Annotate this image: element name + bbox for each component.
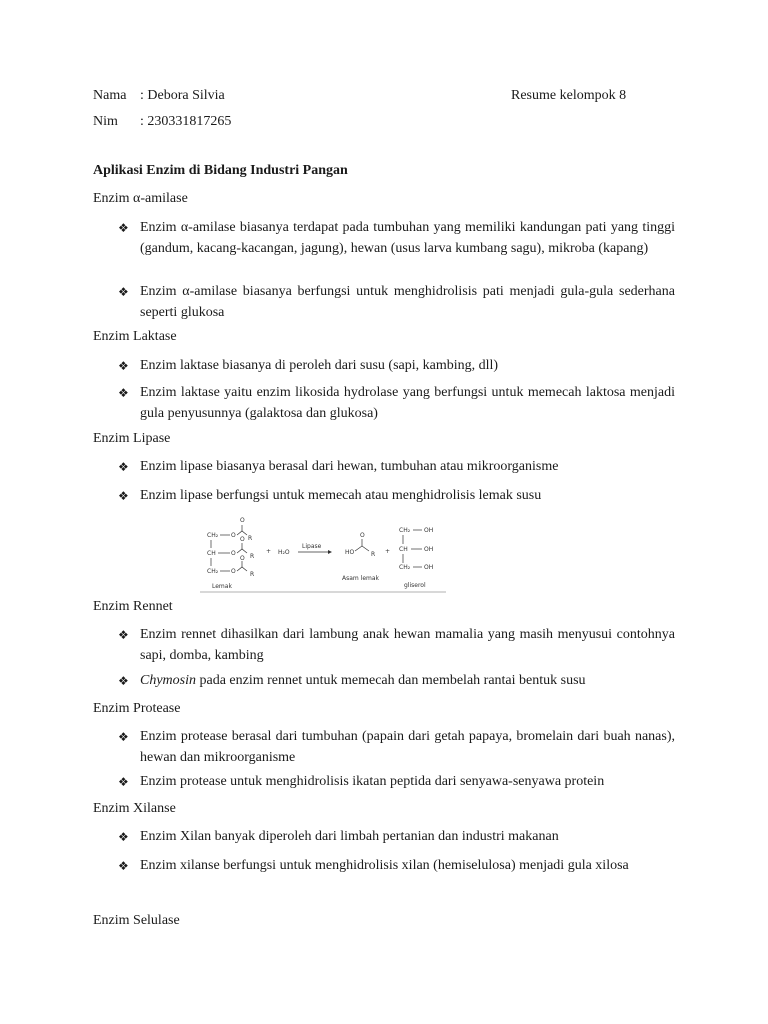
bullet-icon: ❖: [118, 775, 129, 789]
nim-value: : 230331817265: [140, 114, 232, 129]
glycerol-ch2-top: CH₂: [399, 527, 411, 534]
amilase-bullet-1: Enzim α-amilase biasanya terdapat pada tumbuhan yang memiliki kandungan pati yang tinggi (gandum, kacang-kacangan, jagung), hewan (usus larva kumbang sagu), mikroba (kapang): [140, 220, 675, 256]
lipase-bullet-1: Enzim lipase biasanya berasal dari hewan, tumbuhan atau mikroorganisme: [140, 459, 559, 474]
bullet-icon: ❖: [118, 628, 129, 642]
acid-carbonyl-o: O: [360, 532, 365, 539]
rennet-bullet-2-text: pada enzim rennet untuk memecah dan membelah rantai bentuk susu: [199, 673, 586, 688]
xilanse-bullet-2: Enzim xilanse berfungsi untuk menghidrolisis xilan (hemiselulosa) menjadi gula xilosa: [140, 858, 629, 873]
section-heading-amilase: Enzim α-amilase: [93, 191, 188, 206]
xilanse-bullet-1: Enzim Xilan banyak diperoleh dari limbah pertanian dan industri makanan: [140, 829, 559, 844]
bullet-icon: ❖: [118, 674, 129, 688]
plus-sign-2: +: [385, 548, 391, 555]
nama-label: Nama: [93, 88, 127, 103]
laktase-bullet-2: Enzim laktase yaitu enzim likosida hydrolase yang berfungsi untuk memecah laktosa menjadi gula penyusunnya (galaktosa dan glukosa): [140, 385, 675, 421]
glycerol-ch2-bottom: CH₂: [399, 564, 411, 571]
carbonyl-o-3: O: [240, 555, 245, 562]
label-gliserol: gliserol: [404, 582, 426, 589]
glycerol-oh-3: OH: [424, 564, 434, 571]
section-heading-xilanse: Enzim Xilanse: [93, 801, 176, 816]
resume-label: Resume kelompok 8: [511, 88, 627, 103]
amilase-bullet-2: Enzim α-amilase biasanya berfungsi untuk menghidrolisis pati menjadi gula-gula sederhana seperti glukosa: [140, 284, 675, 320]
glycerol-oh-2: OH: [424, 546, 434, 553]
page-title: Aplikasi Enzim di Bidang Industri Pangan: [93, 163, 348, 178]
chymosin-term: Chymosin: [140, 673, 196, 688]
label-asam-lemak: Asam lemak: [342, 575, 380, 582]
bullet-icon: ❖: [118, 285, 129, 299]
carbonyl-o-2: O: [240, 536, 245, 543]
glycerol-oh-1: OH: [424, 527, 434, 534]
r-group-3: R: [250, 571, 255, 578]
bullet-icon: ❖: [118, 386, 129, 400]
fat-ch2-bottom: CH₂: [207, 568, 219, 575]
ester-o-1: O: [231, 532, 236, 539]
ester-o-2: O: [231, 550, 236, 557]
bullet-icon: ❖: [118, 221, 129, 235]
fat-ch2-top: CH₂: [207, 532, 219, 539]
label-lemak: Lemak: [212, 583, 232, 590]
bullet-icon: ❖: [118, 730, 129, 744]
lipase-bullet-2: Enzim lipase berfungsi untuk memecah atau menghidrolisis lemak susu: [140, 488, 542, 503]
protease-bullet-2: Enzim protease untuk menghidrolisis ikatan peptida dari senyawa-senyawa protein: [140, 774, 605, 789]
section-heading-laktase: Enzim Laktase: [93, 329, 177, 344]
nama-value: : Debora Silvia: [140, 88, 225, 103]
section-heading-lipase: Enzim Lipase: [93, 431, 171, 446]
acid-r-group: R: [371, 551, 376, 558]
protease-bullet-1: Enzim protease berasal dari tumbuhan (papain dari getah papaya, bromelain dari buah nanas), hewan dan mikroorganisme: [140, 729, 675, 765]
r-group-2: R: [250, 553, 255, 560]
laktase-bullet-1: Enzim laktase biasanya di peroleh dari susu (sapi, kambing, dll): [140, 358, 499, 373]
nim-label: Nim: [93, 114, 118, 129]
bullet-icon: ❖: [118, 359, 129, 373]
r-group-1: R: [248, 535, 253, 542]
section-heading-protease: Enzim Protease: [93, 701, 181, 716]
fat-ch: CH: [207, 550, 216, 557]
bullet-icon: ❖: [118, 830, 129, 844]
carbonyl-o-1: O: [240, 517, 245, 524]
bullet-icon: ❖: [118, 489, 129, 503]
water-label: H₂O: [278, 549, 290, 556]
bullet-icon: ❖: [118, 460, 129, 474]
plus-sign-1: +: [266, 548, 272, 555]
lipase-reaction-diagram: [200, 513, 446, 593]
rennet-bullet-1: Enzim rennet dihasilkan dari lambung anak hewan mamalia yang masih menyusui contohnya sapi, domba, kambing: [140, 627, 675, 663]
rennet-bullet-2: [140, 671, 675, 692]
section-heading-rennet: Enzim Rennet: [93, 599, 173, 614]
bullet-icon: ❖: [118, 859, 129, 873]
ester-o-3: O: [231, 568, 236, 575]
hydroxyl-ho: HO: [345, 549, 355, 556]
section-heading-selulase: Enzim Selulase: [93, 913, 180, 928]
glycerol-ch: CH: [399, 546, 408, 553]
lipase-label: Lipase: [302, 543, 322, 550]
